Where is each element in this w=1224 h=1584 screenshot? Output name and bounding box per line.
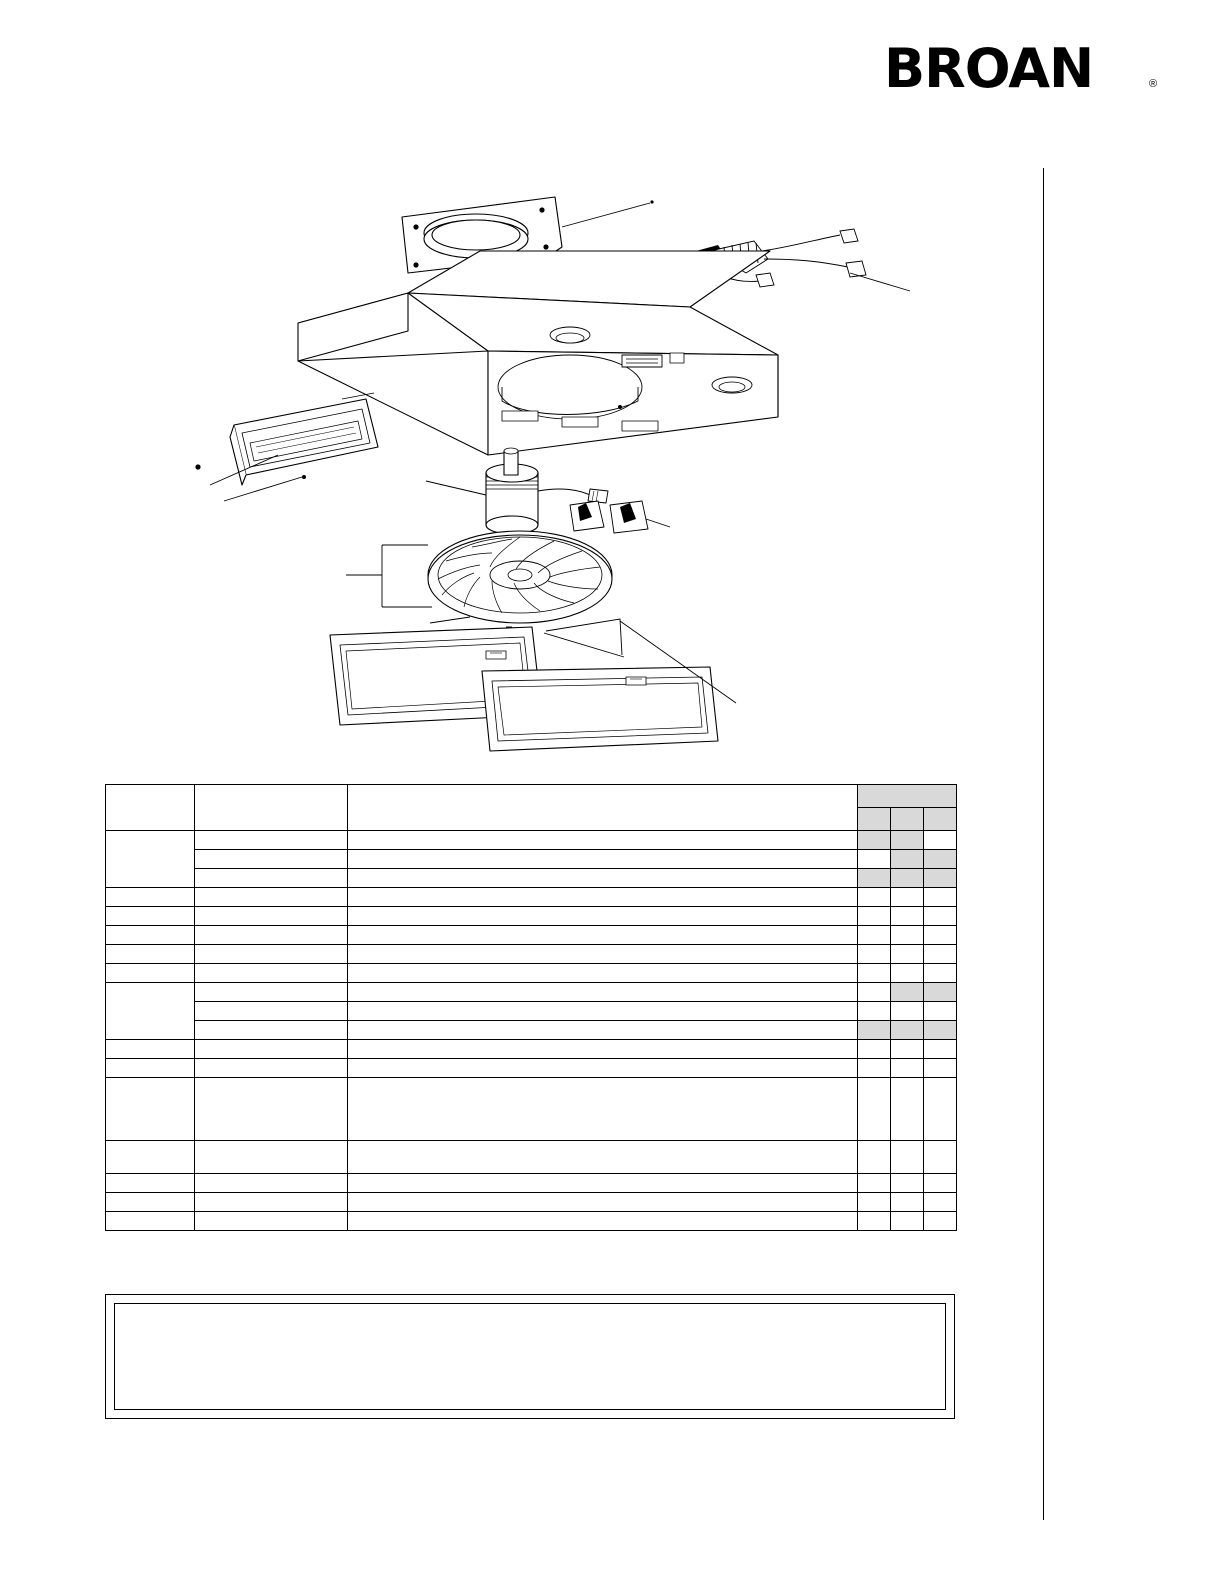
broan-logo [884, 38, 1164, 100]
table-row [106, 983, 957, 1002]
row-model-1 [858, 850, 891, 869]
row-model-2 [891, 926, 924, 945]
row-part-number [195, 869, 348, 888]
row-description [348, 1078, 858, 1141]
table-row [106, 1141, 957, 1174]
row-description [348, 831, 858, 850]
row-model-3 [924, 926, 957, 945]
row-model-3 [924, 983, 957, 1002]
table-header [106, 785, 957, 831]
row-model-2 [891, 831, 924, 850]
row-model-1 [858, 926, 891, 945]
row-model-1 [858, 983, 891, 1002]
row-model-3 [924, 1174, 957, 1193]
row-model-1 [858, 1174, 891, 1193]
header-models-group [858, 785, 957, 808]
parts-list-table [105, 784, 957, 1231]
row-part-number [195, 1002, 348, 1021]
row-model-2 [891, 964, 924, 983]
row-model-3 [924, 831, 957, 850]
row-part-number [195, 1040, 348, 1059]
registered-trademark-mark: ® [1149, 78, 1158, 90]
row-key [106, 831, 195, 888]
row-model-2 [891, 1141, 924, 1174]
table-row [106, 1021, 957, 1040]
row-key [106, 888, 195, 907]
row-model-2 [891, 983, 924, 1002]
table-row [106, 1174, 957, 1193]
table-body [106, 831, 957, 1231]
row-model-1 [858, 1078, 891, 1141]
note-box-inner [114, 1303, 946, 1410]
row-description [348, 926, 858, 945]
table-header-row-group [106, 785, 957, 808]
row-model-1 [858, 907, 891, 926]
table-row [106, 1059, 957, 1078]
row-key [106, 945, 195, 964]
row-part-number [195, 831, 348, 850]
row-model-3 [924, 1002, 957, 1021]
row-part-number [195, 1193, 348, 1212]
row-model-2 [891, 850, 924, 869]
callout-leader-1 [562, 200, 654, 227]
grease-filter-part-2 [482, 667, 718, 751]
table-row [106, 831, 957, 850]
row-model-3 [924, 1141, 957, 1174]
header-key [106, 785, 195, 831]
header-description [348, 785, 858, 831]
row-part-number [195, 964, 348, 983]
row-part-number [195, 888, 348, 907]
row-model-3 [924, 1212, 957, 1231]
row-key [106, 964, 195, 983]
row-model-3 [924, 1059, 957, 1078]
header-model-1 [858, 808, 891, 831]
row-description [348, 964, 858, 983]
row-description [348, 1059, 858, 1078]
row-model-2 [891, 1174, 924, 1193]
header-model-2 [891, 808, 924, 831]
row-description [348, 1040, 858, 1059]
table-row [106, 1002, 957, 1021]
table-row [106, 907, 957, 926]
row-model-3 [924, 1021, 957, 1040]
row-description [348, 1212, 858, 1231]
vertical-divider [1043, 168, 1044, 1520]
header-model-3 [924, 808, 957, 831]
row-model-3 [924, 1078, 957, 1141]
row-model-3 [924, 907, 957, 926]
row-key [106, 1212, 195, 1231]
row-model-3 [924, 1040, 957, 1059]
row-description [348, 869, 858, 888]
row-model-3 [924, 964, 957, 983]
row-model-1 [858, 964, 891, 983]
row-model-1 [858, 1141, 891, 1174]
light-lens-part [230, 399, 378, 485]
table-row [106, 1193, 957, 1212]
row-part-number [195, 1212, 348, 1231]
row-description [348, 983, 858, 1002]
row-description [348, 1002, 858, 1021]
row-description [348, 945, 858, 964]
row-description [348, 1193, 858, 1212]
row-model-2 [891, 945, 924, 964]
row-model-3 [924, 888, 957, 907]
callout-leader-5 [426, 481, 486, 495]
row-description [348, 850, 858, 869]
row-part-number [195, 1021, 348, 1040]
row-model-2 [891, 869, 924, 888]
row-key [106, 1040, 195, 1059]
row-description [348, 1141, 858, 1174]
table-row [106, 1078, 957, 1141]
row-part-number [195, 945, 348, 964]
row-model-2 [891, 907, 924, 926]
table-row [106, 888, 957, 907]
row-key [106, 1193, 195, 1212]
row-part-number [195, 907, 348, 926]
row-key [106, 1174, 195, 1193]
row-description [348, 1021, 858, 1040]
table-row [106, 926, 957, 945]
row-model-2 [891, 1078, 924, 1141]
header-part-number [195, 785, 348, 831]
row-part-number [195, 1141, 348, 1174]
row-model-2 [891, 888, 924, 907]
motor-mount-grommets-part [570, 501, 670, 533]
row-key [106, 907, 195, 926]
row-part-number [195, 926, 348, 945]
row-model-1 [858, 1059, 891, 1078]
row-model-1 [858, 945, 891, 964]
row-description [348, 888, 858, 907]
table-row [106, 1040, 957, 1059]
row-key [106, 983, 195, 1040]
row-key [106, 1078, 195, 1141]
row-model-2 [891, 1059, 924, 1078]
table-row [106, 964, 957, 983]
row-model-3 [924, 945, 957, 964]
row-model-3 [924, 850, 957, 869]
row-model-1 [858, 1193, 891, 1212]
row-model-1 [858, 831, 891, 850]
exploded-parts-diagram [150, 155, 1030, 775]
row-model-1 [858, 869, 891, 888]
table-row [106, 869, 957, 888]
row-model-3 [924, 869, 957, 888]
callout-leader-3 [850, 273, 910, 291]
row-part-number [195, 1174, 348, 1193]
table-row [106, 1212, 957, 1231]
row-description [348, 907, 858, 926]
row-model-2 [891, 1193, 924, 1212]
table-row [106, 850, 957, 869]
row-key [106, 1059, 195, 1078]
brand-wordmark: BROAN [884, 37, 1094, 100]
row-part-number [195, 983, 348, 1002]
row-model-3 [924, 1193, 957, 1212]
row-model-2 [891, 1212, 924, 1231]
row-model-2 [891, 1040, 924, 1059]
table-row [106, 945, 957, 964]
blower-wheel-part [428, 531, 612, 623]
row-model-1 [858, 1021, 891, 1040]
row-model-2 [891, 1002, 924, 1021]
row-key [106, 926, 195, 945]
row-part-number [195, 850, 348, 869]
row-model-1 [858, 1212, 891, 1231]
row-model-1 [858, 1002, 891, 1021]
row-key [106, 1141, 195, 1174]
note-box [105, 1294, 955, 1419]
row-model-1 [858, 888, 891, 907]
row-description [348, 1174, 858, 1193]
row-part-number [195, 1059, 348, 1078]
row-model-1 [858, 1040, 891, 1059]
row-model-2 [891, 1021, 924, 1040]
row-part-number [195, 1078, 348, 1141]
